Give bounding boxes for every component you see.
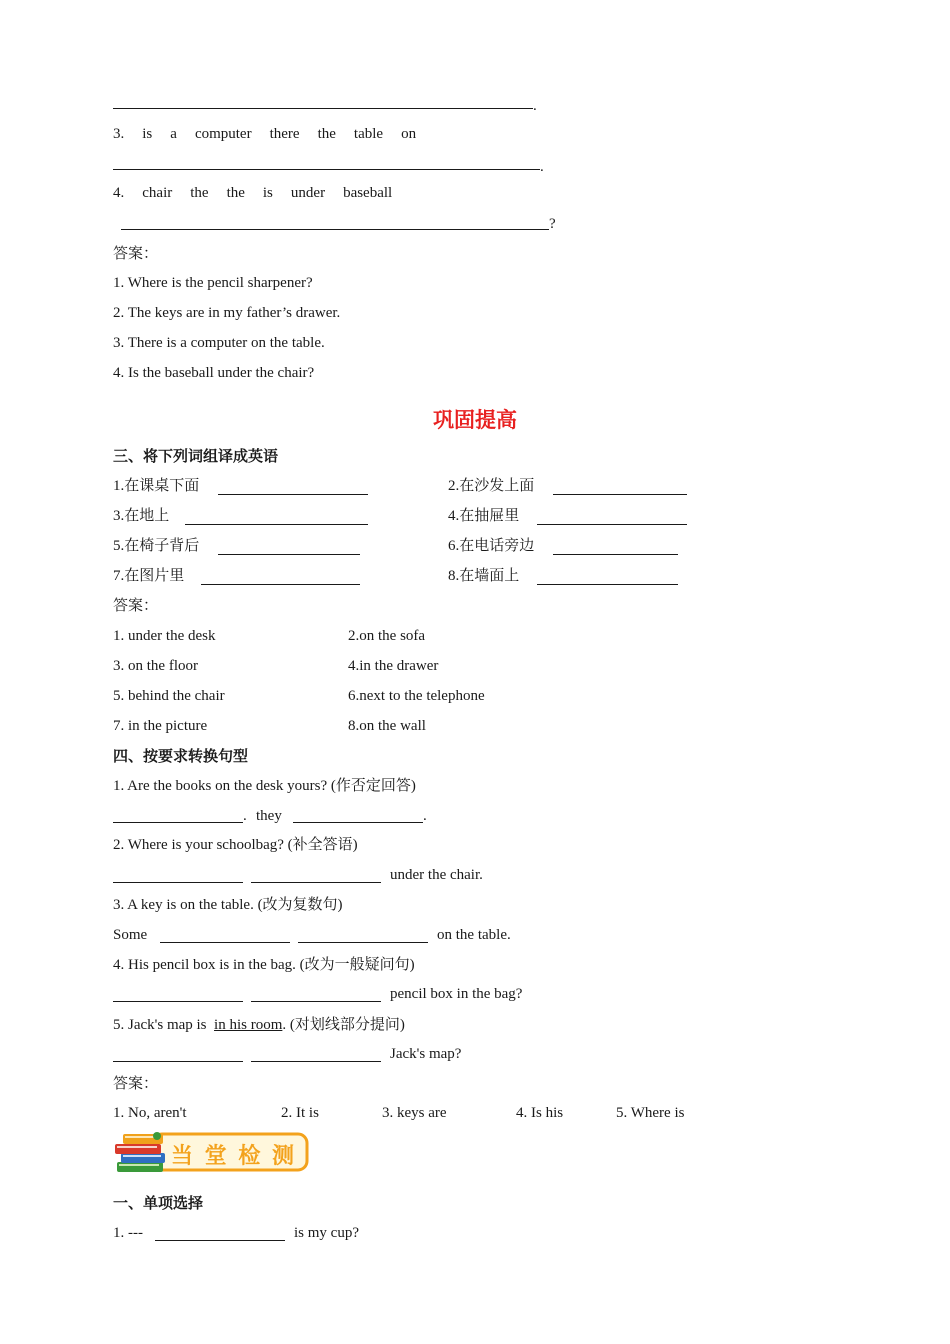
question-1: 1. Are the books on the desk yours? (作否定回答) — [113, 778, 416, 794]
blank — [251, 882, 381, 883]
phrase-item: 3.在地上 — [113, 508, 170, 524]
phrase-item: 6.在电话旁边 — [448, 538, 535, 554]
question-2: 2. Where is your schoolbag? (补全答语) — [113, 837, 358, 853]
word: is — [262, 185, 273, 201]
section-banner — [113, 1128, 313, 1178]
answer-item: 7. in the picture — [113, 718, 208, 734]
sentence-tail: on the table. — [437, 927, 511, 943]
phrase-item: 5.在椅子背后 — [113, 538, 200, 554]
part1-heading: 一、单项选择 — [113, 1194, 204, 1212]
answer-item: 5. Where is — [616, 1105, 685, 1121]
word: chair — [142, 185, 173, 201]
word: the — [190, 185, 209, 201]
word: is — [142, 126, 153, 142]
answer-item: 6.next to the telephone — [348, 688, 485, 704]
blank — [537, 524, 687, 525]
blank — [113, 882, 243, 883]
part4-heading: 四、按要求转换句型 — [113, 747, 249, 765]
word: there — [269, 126, 300, 142]
scrambled-sentence-4 — [113, 183, 410, 203]
answer-item: 2.on the sofa — [348, 628, 426, 644]
underlined-phrase: in his room — [214, 1017, 283, 1033]
answer-item: 3. There is a computer on the table. — [113, 335, 325, 351]
answer-line-3 — [113, 169, 540, 170]
answer-item: 4. Is his — [516, 1105, 564, 1121]
blank — [218, 494, 368, 495]
question-mark: ? — [549, 216, 556, 232]
phrase-item: 7.在图片里 — [113, 568, 185, 584]
blank — [218, 554, 360, 555]
answer-label: 答案： — [113, 1076, 159, 1092]
period: . — [533, 98, 537, 114]
answer-line-4 — [121, 229, 549, 230]
question-4: 4. His pencil box is in the bag. (改为一般疑问句) — [113, 957, 415, 973]
blank — [251, 1061, 381, 1062]
word-some: Some — [113, 927, 148, 943]
answer-item: 2. It is — [281, 1105, 319, 1121]
section-title: 巩固提高 — [433, 408, 517, 432]
answer-item: 2. The keys are in my father’s drawer. — [113, 305, 341, 321]
blank — [553, 494, 687, 495]
question-1-pre: 1. --- — [113, 1225, 143, 1241]
period: . — [540, 159, 544, 175]
scrambled-sentence-3 — [113, 124, 434, 144]
phrase-item: 2.在沙发上面 — [448, 478, 535, 494]
blank — [185, 524, 368, 525]
word: the — [226, 185, 245, 201]
sentence-tail: is my cup? — [294, 1225, 359, 1241]
answer-item: 4.in the drawer — [348, 658, 439, 674]
answer-label: 答案： — [113, 598, 159, 614]
sentence-tail: Jack's map? — [390, 1046, 462, 1062]
blank — [113, 1061, 243, 1062]
period: . — [243, 808, 247, 824]
word: 4. — [113, 185, 125, 201]
word: baseball — [343, 185, 393, 201]
phrase-item: 4.在抽屉里 — [448, 508, 520, 524]
answer-item: 3. on the floor — [113, 658, 198, 674]
question-5 — [113, 1015, 405, 1035]
question-5-post: . (对划线部分提问) — [282, 1017, 405, 1033]
answer-item: 3. keys are — [382, 1105, 447, 1121]
word: computer — [194, 126, 252, 142]
question-3: 3. A key is on the table. (改为复数句) — [113, 897, 343, 913]
answer-item: 1. No, aren't — [113, 1105, 187, 1121]
blank — [298, 942, 428, 943]
blank — [251, 1001, 381, 1002]
sentence-tail: pencil box in the bag? — [390, 986, 523, 1002]
period: . — [423, 808, 427, 824]
word: table — [353, 126, 384, 142]
word: the — [317, 126, 336, 142]
word: 3. — [113, 126, 125, 142]
answer-item: 5. behind the chair — [113, 688, 225, 704]
answer-item: 1. Where is the pencil sharpener? — [113, 275, 313, 291]
blank — [155, 1240, 285, 1241]
part3-heading: 三、将下列词组译成英语 — [113, 447, 279, 465]
blank — [113, 822, 243, 823]
banner-text: 当 堂 检 测 — [171, 1144, 296, 1169]
blank — [201, 584, 360, 585]
answer-item: 4. Is the baseball under the chair? — [113, 365, 315, 381]
blank — [537, 584, 678, 585]
phrase-item: 1.在课桌下面 — [113, 478, 200, 494]
word: under — [290, 185, 326, 201]
word: on — [401, 126, 417, 142]
blank — [293, 822, 423, 823]
phrase-item: 8.在墙面上 — [448, 568, 520, 584]
answer-label: 答案： — [113, 246, 159, 262]
question-5-pre: 5. Jack's map is — [113, 1017, 207, 1033]
word-they: they — [256, 808, 282, 824]
blank — [113, 1001, 243, 1002]
blank — [160, 942, 290, 943]
blank — [553, 554, 678, 555]
word: a — [170, 126, 177, 142]
answer-item: 1. under the desk — [113, 628, 216, 644]
answer-item: 8.on the wall — [348, 718, 426, 734]
sentence-tail: under the chair. — [390, 867, 483, 883]
answer-line-2 — [113, 108, 533, 109]
